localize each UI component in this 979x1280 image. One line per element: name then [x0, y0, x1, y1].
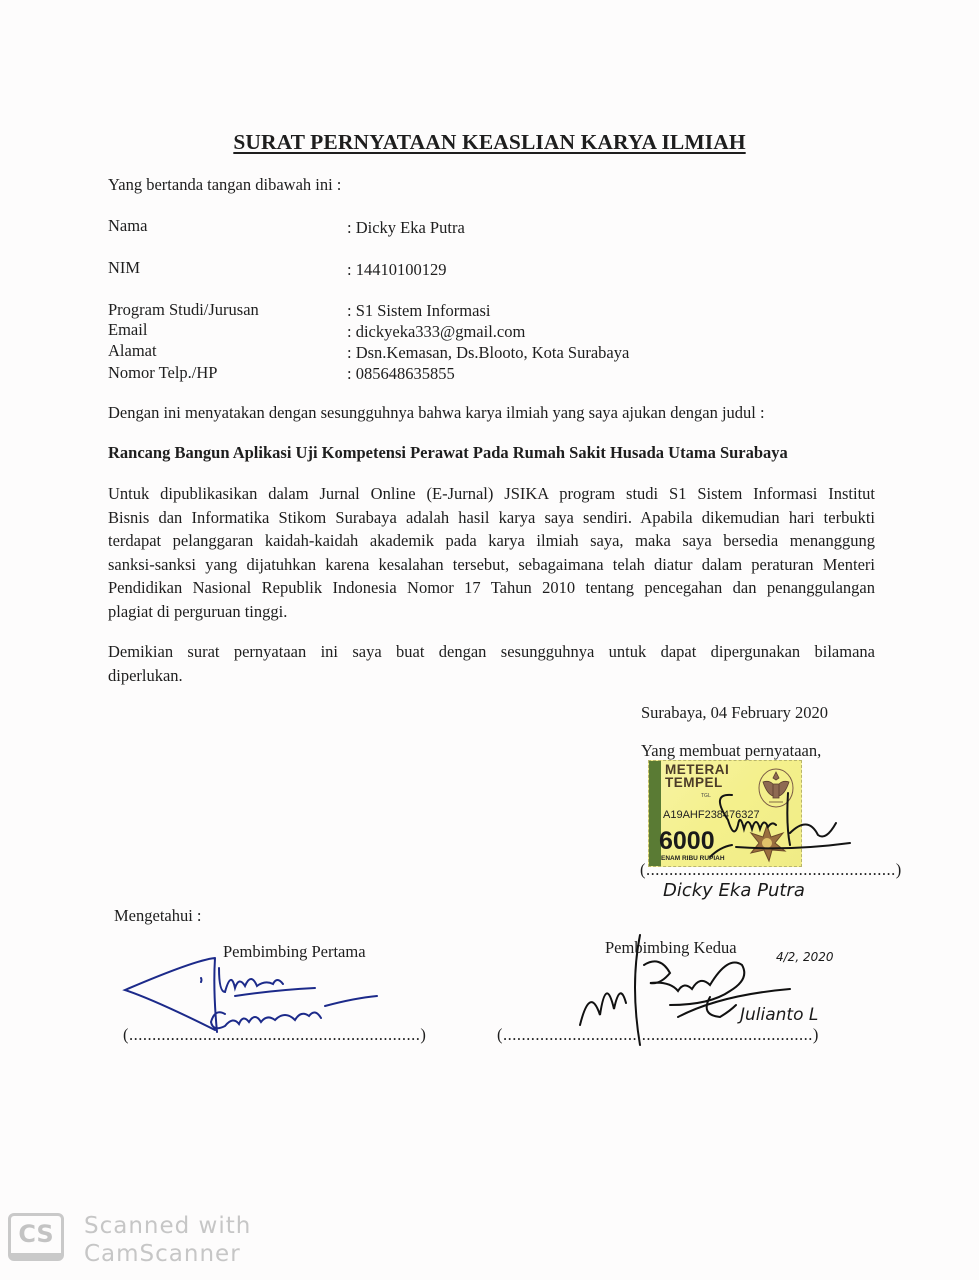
stamp-title-line2: TEMPEL [665, 775, 723, 790]
body-line: Untuk dipublikasikan dalam Jurnal Online (E-Jurnal) JSIKA program studi S1 Sistem Informasi Institut [108, 484, 875, 503]
field-value-email: : dickyeka333@gmail.com [347, 322, 526, 341]
signer-name-handwritten: Dicky Eka Putra [663, 880, 805, 901]
field-value-telp: : 085648635855 [347, 364, 455, 383]
field-label-telp: Nomor Telp./HP [108, 363, 218, 382]
body-line: sanksi-sanksi yang dijatuhkan karena kesalahan tersebut, sebagaimana telah diatur dalam peraturan Menteri [108, 554, 875, 574]
supervisor2-dotted-line: (...................................................................) [497, 1025, 819, 1044]
signer-dotted-line: (......................................................) [640, 860, 902, 879]
body-line: Bisnis dan Informatika Stikom Surabaya adalah hasil karya saya sendiri. Apabila dikemudian hari terbukti [108, 507, 875, 527]
acknowledged-label: Mengetahui : [114, 906, 202, 925]
supervisor1-dotted-line: (...............................................................) [123, 1025, 427, 1044]
body-line: plagiat di perguruan tinggi. [108, 601, 288, 621]
stamp-serial: A19AHF238476327 [663, 809, 760, 821]
thesis-title: Rancang Bangun Aplikasi Uji Kompetensi Perawat Pada Rumah Sakit Husada Utama Surabaya [108, 443, 788, 462]
intro-text: Yang bertanda tangan dibawah ini : [108, 175, 342, 194]
watermark-line1: Scanned with [84, 1213, 252, 1239]
watermark-line2: CamScanner [84, 1241, 241, 1267]
camscanner-logo-icon: CS [8, 1213, 64, 1261]
stamp-title-line1: METERAI [665, 762, 730, 777]
field-label-prodi: Program Studi/Jurusan [108, 300, 259, 319]
field-label-alamat: Alamat [108, 341, 157, 360]
stamp-tgl: TGL [701, 793, 711, 799]
field-value-prodi: : S1 Sistem Informasi [347, 301, 491, 320]
body-line: Pendidikan Nasional Republik Indonesia Nomor 17 Tahun 2010 tentang pencegahan dan penanggulangan [108, 578, 875, 598]
field-label-nim: NIM [108, 258, 141, 277]
signer-signature [640, 785, 860, 865]
stamp-value: 6000 [659, 827, 715, 855]
signer-label: Yang membuat pernyataan, [641, 741, 822, 760]
closing-line: diperlukan. [108, 665, 183, 685]
field-value-nim: : 14410100129 [347, 260, 447, 279]
place-date: Surabaya, 04 February 2020 [641, 703, 828, 722]
body-line: terdapat pelanggaran kaidah-kaidah akademik pada karya ilmiah saya, maka saya bersedia menanggung [108, 531, 875, 551]
supervisor2-name-handwritten: Julianto L [740, 1005, 819, 1025]
stamp-words: ENAM RIBU RUPIAH [661, 855, 725, 862]
camscanner-watermark [84, 1212, 251, 1268]
field-value-alamat: : Dsn.Kemasan, Ds.Blooto, Kota Surabaya [347, 343, 630, 362]
body-paragraph [108, 482, 875, 624]
closing-paragraph [108, 640, 875, 687]
field-label-nama: Nama [108, 216, 148, 235]
closing-line: Demikian surat pernyataan ini saya buat dengan sesungguhnya untuk dapat dipergunakan bilamana [108, 642, 875, 661]
supervisor2-date-handwritten: 4/2, 2020 [776, 950, 834, 964]
supervisor2-role: Pembimbing Kedua [605, 938, 737, 957]
statement-text: Dengan ini menyatakan dengan sesungguhnya bahwa karya ilmiah yang saya ajukan dengan judul : [108, 403, 765, 422]
field-value-nama: : Dicky Eka Putra [347, 218, 465, 237]
supervisor1-role: Pembimbing Pertama [223, 942, 366, 961]
document-title: SURAT PERNYATAAN KEASLIAN KARYA ILMIAH [233, 130, 746, 154]
field-label-email: Email [108, 320, 148, 339]
